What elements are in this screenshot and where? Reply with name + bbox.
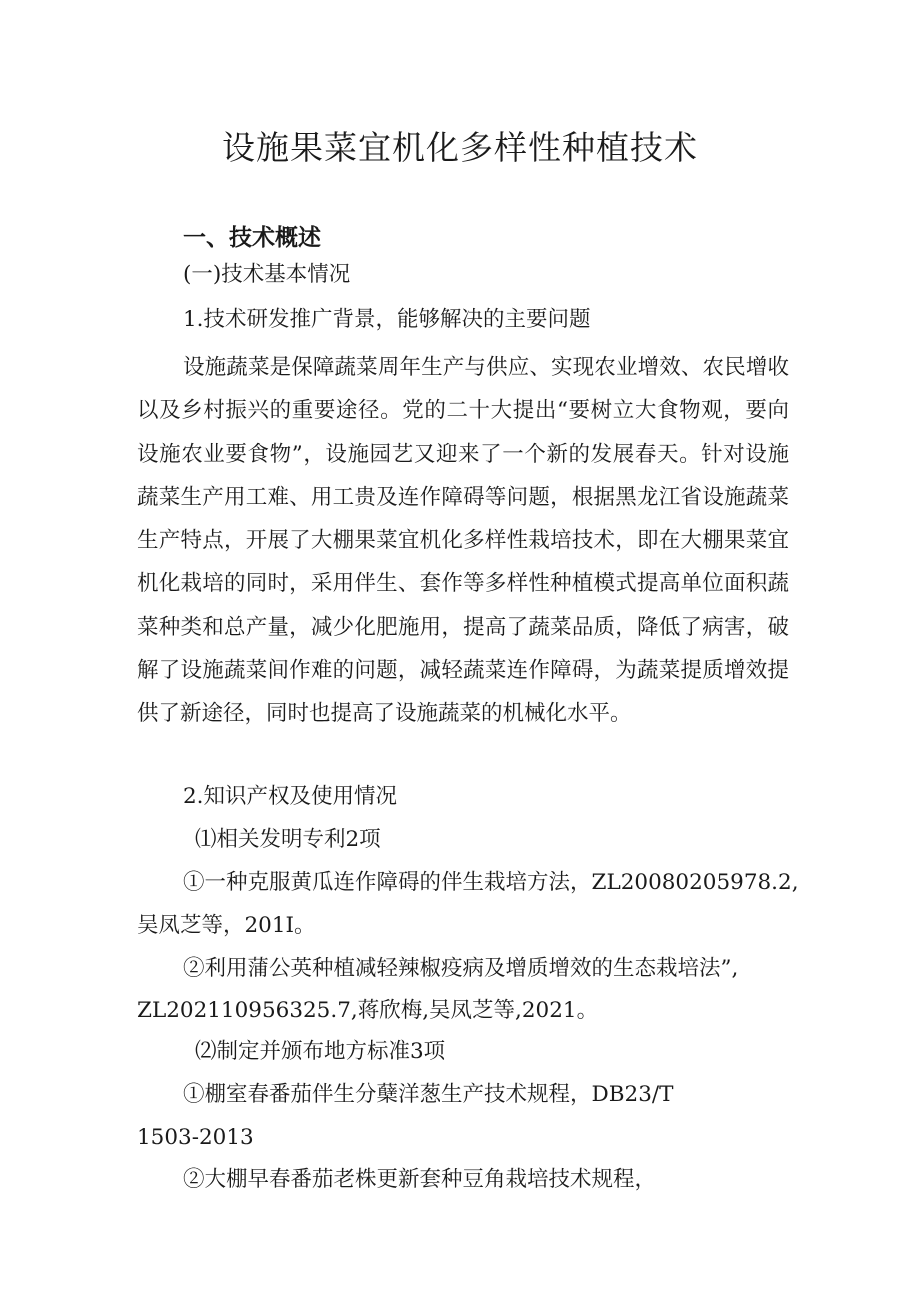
patent-1-line-1: ①一种克服黄瓜连作障碍的伴生栽培方法，ZL20080205978.2, [183, 870, 799, 895]
patent-2-line-1: ②利用蒲公英种植减轻辣椒疫病及增质增效的生态栽培法”, [183, 956, 739, 981]
standard-1-line-1: ①棚室春番茄伴生分蘖洋葱生产技术规程，DB23/T [183, 1082, 674, 1107]
sub-item-patents: ⑴相关发明专利2项 [195, 827, 381, 852]
section-heading: 一、技术概述 [183, 225, 321, 251]
standard-2-line-1: ②大棚早春番茄老株更新套种豆角栽培技术规程， [183, 1167, 657, 1192]
document-title: 设施果菜宜机化多样性种植技术 [222, 128, 698, 167]
patent-1-line-2: 吴凤芝等，201I。 [137, 913, 316, 938]
body-paragraph: 设施蔬菜是保障蔬菜周年生产与供应、实现农业增效、农民增收以及乡村振兴的重要途径。党的二十大提出“要树立大食物观，要向设施农业要食物”，设施园艺又迎来了一个新的发展春天。针对设施蔬菜生产用工难、用工贵及连作障碍等问题，根据黑龙江省设施蔬菜生产特点，开展了大棚果菜宜机化多样性栽培技术，即在大棚果菜宜机化栽培的同时，采用伴生、套作等多样性种植模式提高单位面积蔬菜种类和总产量，减少化肥施用，提高了蔬菜品质，降低了病害，破解了设施蔬菜间作难的问题，减轻蔬菜连作障碍，为蔬菜提质增效提供了新途径，同时也提高了设施蔬菜的机械化水平。 [137, 355, 789, 727]
item-heading-2: 2.知识产权及使用情况 [183, 784, 398, 809]
subsection-heading: (一)技术基本情况 [183, 262, 351, 287]
item-heading-1: 1.技术研发推广背景，能够解决的主要问题 [183, 307, 591, 332]
standard-1-line-2: 1503-2013 [137, 1125, 254, 1150]
patent-2-line-2: ZL202110956325.7,蒋欣梅,吴凤芝等,2021。 [137, 998, 599, 1023]
sub-item-standards: ⑵制定并颁布地方标准3项 [195, 1039, 446, 1064]
